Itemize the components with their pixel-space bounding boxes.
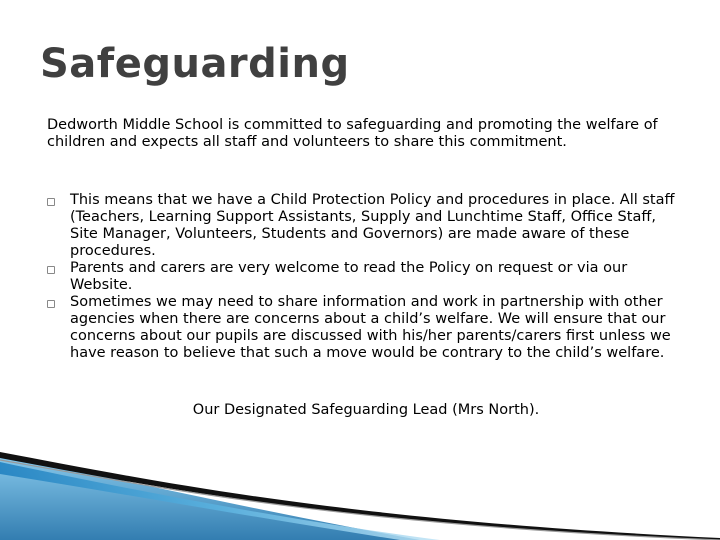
- bullet-text: Sometimes we may need to share information and work in partnership with other agencies when there are concerns about a child’s welfare. We will ensure that our concerns about our pupils are discussed with his/her parents/carers first unless we have reason to believe that such a move would be contrary to the child’s welfare.: [70, 294, 671, 361]
- list-item: [47, 192, 687, 260]
- decorative-swoosh: [0, 440, 720, 540]
- square-bullet-icon: [47, 198, 55, 206]
- square-bullet-icon: [47, 266, 55, 274]
- slide-title: Safeguarding: [40, 41, 350, 87]
- bullet-text: Parents and carers are very welcome to read the Policy on request or via our Website.: [70, 260, 628, 293]
- bullet-text: This means that we have a Child Protection Policy and procedures in place. All staff (Teachers, Learning Support Assistants, Supply and Lunchtime Staff, Office Staff, Site Manager, Volunteers, Students and Governors) are made aware of these procedures.: [70, 192, 675, 259]
- list-item: [47, 294, 687, 362]
- bullet-list: [47, 192, 687, 362]
- intro-paragraph: Dedworth Middle School is committed to safeguarding and promoting the welfare of children and expects all staff and volunteers to share this commitment.: [47, 117, 658, 150]
- list-item: [47, 260, 687, 294]
- designated-lead-text: Our Designated Safeguarding Lead (Mrs North).: [192, 402, 540, 418]
- square-bullet-icon: [47, 300, 55, 308]
